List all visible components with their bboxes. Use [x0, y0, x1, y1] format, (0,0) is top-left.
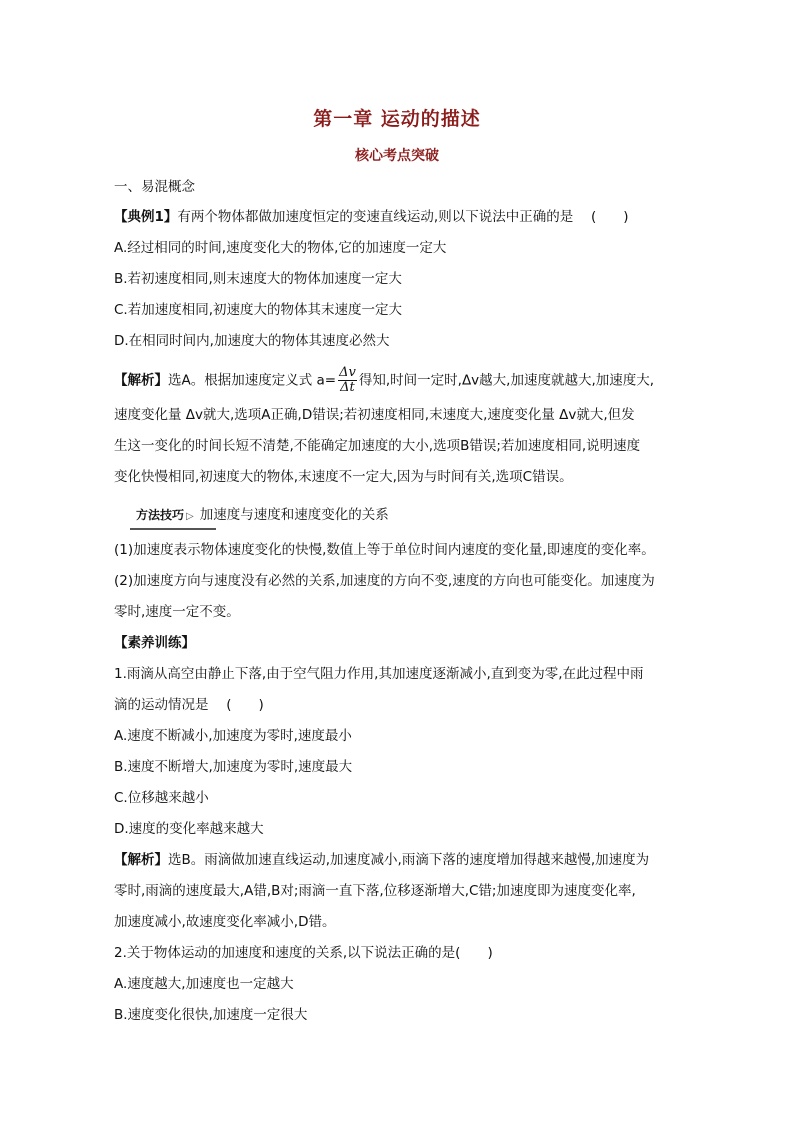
method-point: (2)加速度方向与速度没有必然的关系,加速度的方向不变,速度的方向也可能变化。加速度为	[114, 573, 655, 589]
section-heading: 一、易混概念	[114, 179, 195, 195]
example-analysis-line	[114, 366, 654, 395]
example-question	[114, 207, 629, 227]
q2-option-a: A.速度越大,加速度也一定越大	[114, 976, 294, 992]
q1-analysis-tag: 【解析】	[114, 852, 168, 868]
analysis-lead: 选A。根据加速度定义式 a=	[168, 372, 337, 389]
analysis-line: 速度变化量 Δv就大,选项A正确,D错误;若初速度相同,末速度大,速度变化量 Δv就大,但发	[114, 407, 635, 423]
method-point: 零时,速度一定不变。	[114, 604, 240, 620]
triangle-arrow-icon: ▷	[186, 511, 194, 522]
analysis-line1-rest: 得知,时间一定时,Δv越大,加速度就越大,加速度大,	[358, 372, 655, 389]
method-tag	[130, 505, 198, 528]
q1-analysis-text: 选B。雨滴做加速直线运动,加速度减小,雨滴下落的速度增加得越来越慢,加速度为	[168, 852, 650, 868]
q1-analysis-line: 加速度减小,故速度变化率减小,D错。	[114, 914, 336, 930]
q1-analysis-line	[114, 850, 649, 870]
q1-line: 滴的运动情况是 ( )	[114, 697, 264, 713]
formula-denominator: Δt	[340, 380, 355, 395]
method-point: (1)加速度表示物体速度变化的快慢,数值上等于单位时间内速度的变化量,即速度的变化率。	[114, 542, 655, 558]
chapter-title: 第一章 运动的描述	[313, 108, 481, 130]
formula-numerator: Δv	[339, 365, 356, 380]
analysis-tag: 【解析】	[114, 372, 168, 389]
analysis-line: 变化快慢相同,初速度大的物体,末速度不一定大,因为与时间有关,选项C错误。	[114, 469, 573, 485]
example-option-d: D.在相同时间内,加速度大的物体其速度必然大	[114, 333, 390, 349]
q1-option-b: B.速度不断增大,加速度为零时,速度最大	[114, 759, 353, 775]
example-option-c: C.若加速度相同,初速度大的物体其末速度一定大	[114, 302, 403, 318]
q1-analysis-line: 零时,雨滴的速度最大,A错,B对;雨滴一直下落,位移逐渐增大,C错;加速度即为速度变化率,	[114, 883, 636, 899]
acceleration-formula	[338, 366, 357, 395]
example-tag: 【典例1】	[114, 209, 178, 225]
method-underline	[130, 528, 216, 530]
method-tag-text: 方法技巧	[136, 508, 185, 522]
example-question-text: 有两个物体都做加速度恒定的变速直线运动,则以下说法中正确的是 ( )	[177, 209, 629, 225]
q1-option-a: A.速度不断减小,加速度为零时,速度最小	[114, 728, 352, 744]
q1-option-d: D.速度的变化率越来越大	[114, 821, 264, 837]
example-option-a: A.经过相同的时间,速度变化大的物体,它的加速度一定大	[114, 240, 447, 256]
q1-option-c: C.位移越来越小	[114, 790, 209, 806]
example-option-b: B.若初速度相同,则末速度大的物体加速度一定大	[114, 271, 402, 287]
q2-option-b: B.速度变化很快,加速度一定很大	[114, 1007, 308, 1023]
q1-line: 1.雨滴从高空由静止下落,由于空气阻力作用,其加速度逐渐减小,直到变为零,在此过程中雨	[114, 666, 644, 682]
training-heading: 【素养训练】	[114, 635, 195, 651]
q2-question: 2.关于物体运动的加速度和速度的关系,以下说法正确的是( )	[114, 945, 493, 961]
method-title: 加速度与速度和速度变化的关系	[199, 507, 389, 523]
analysis-line: 生这一变化的时间长短不清楚,不能确定加速度的大小,选项B错误;若加速度相同,说明速度	[114, 438, 641, 454]
method-heading	[114, 505, 389, 528]
section-subtitle: 核心考点突破	[355, 148, 439, 164]
